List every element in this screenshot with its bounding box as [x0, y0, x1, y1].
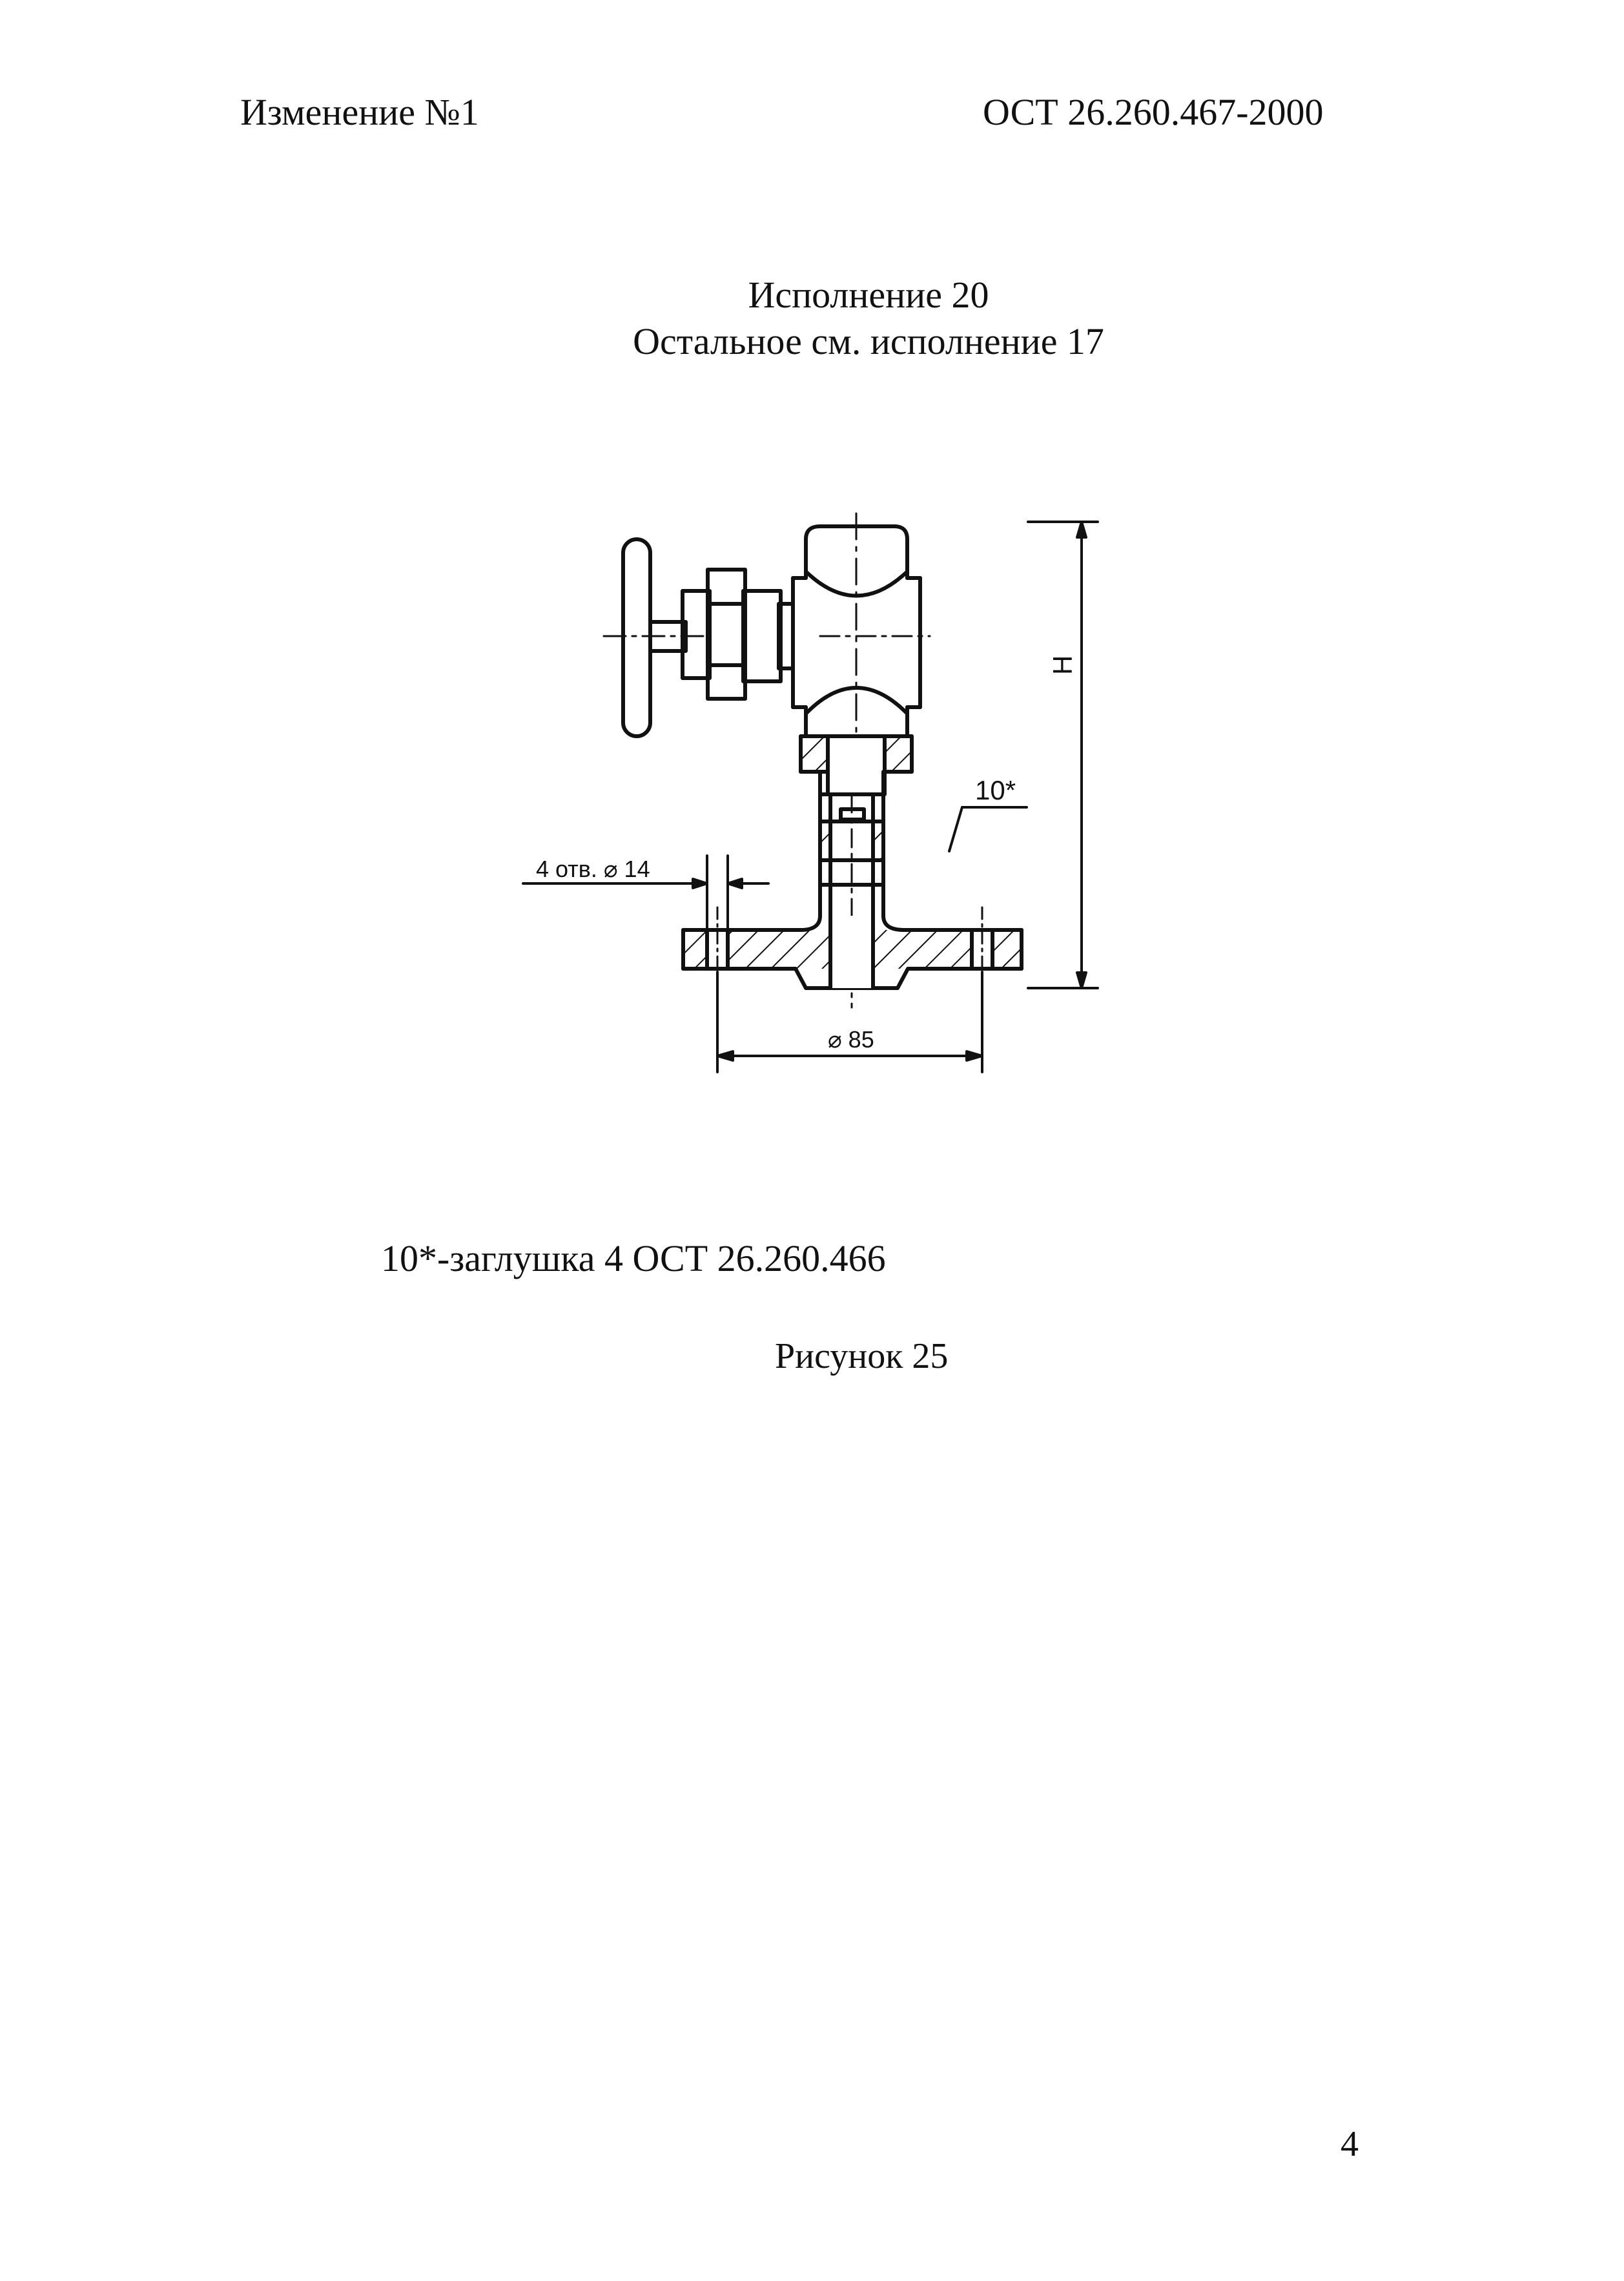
height-dimension	[1028, 522, 1098, 988]
union-nut	[801, 736, 912, 794]
header-change-number: Изменение №1	[240, 91, 479, 133]
diameter-label: ⌀ 85	[828, 1026, 874, 1053]
height-label: H	[1047, 655, 1078, 675]
version-title: Исполнение 20	[748, 274, 989, 316]
figure-caption: Рисунок 25	[775, 1336, 949, 1376]
header-standard-code: ОСТ 26.260.467-2000	[983, 91, 1324, 133]
drawing-note: 10*-заглушка 4 ОСТ 26.260.466	[381, 1237, 886, 1279]
flange	[683, 907, 1022, 988]
version-subtitle: Остальное см. исполнение 17	[633, 320, 1104, 362]
valve-body	[793, 513, 930, 765]
handwheel	[604, 539, 793, 736]
holes-label: 4 отв. ⌀ 14	[536, 856, 650, 882]
callout-label: 10*	[975, 775, 1016, 805]
page-number: 4	[1341, 2124, 1359, 2164]
callout-leader	[949, 807, 1027, 851]
